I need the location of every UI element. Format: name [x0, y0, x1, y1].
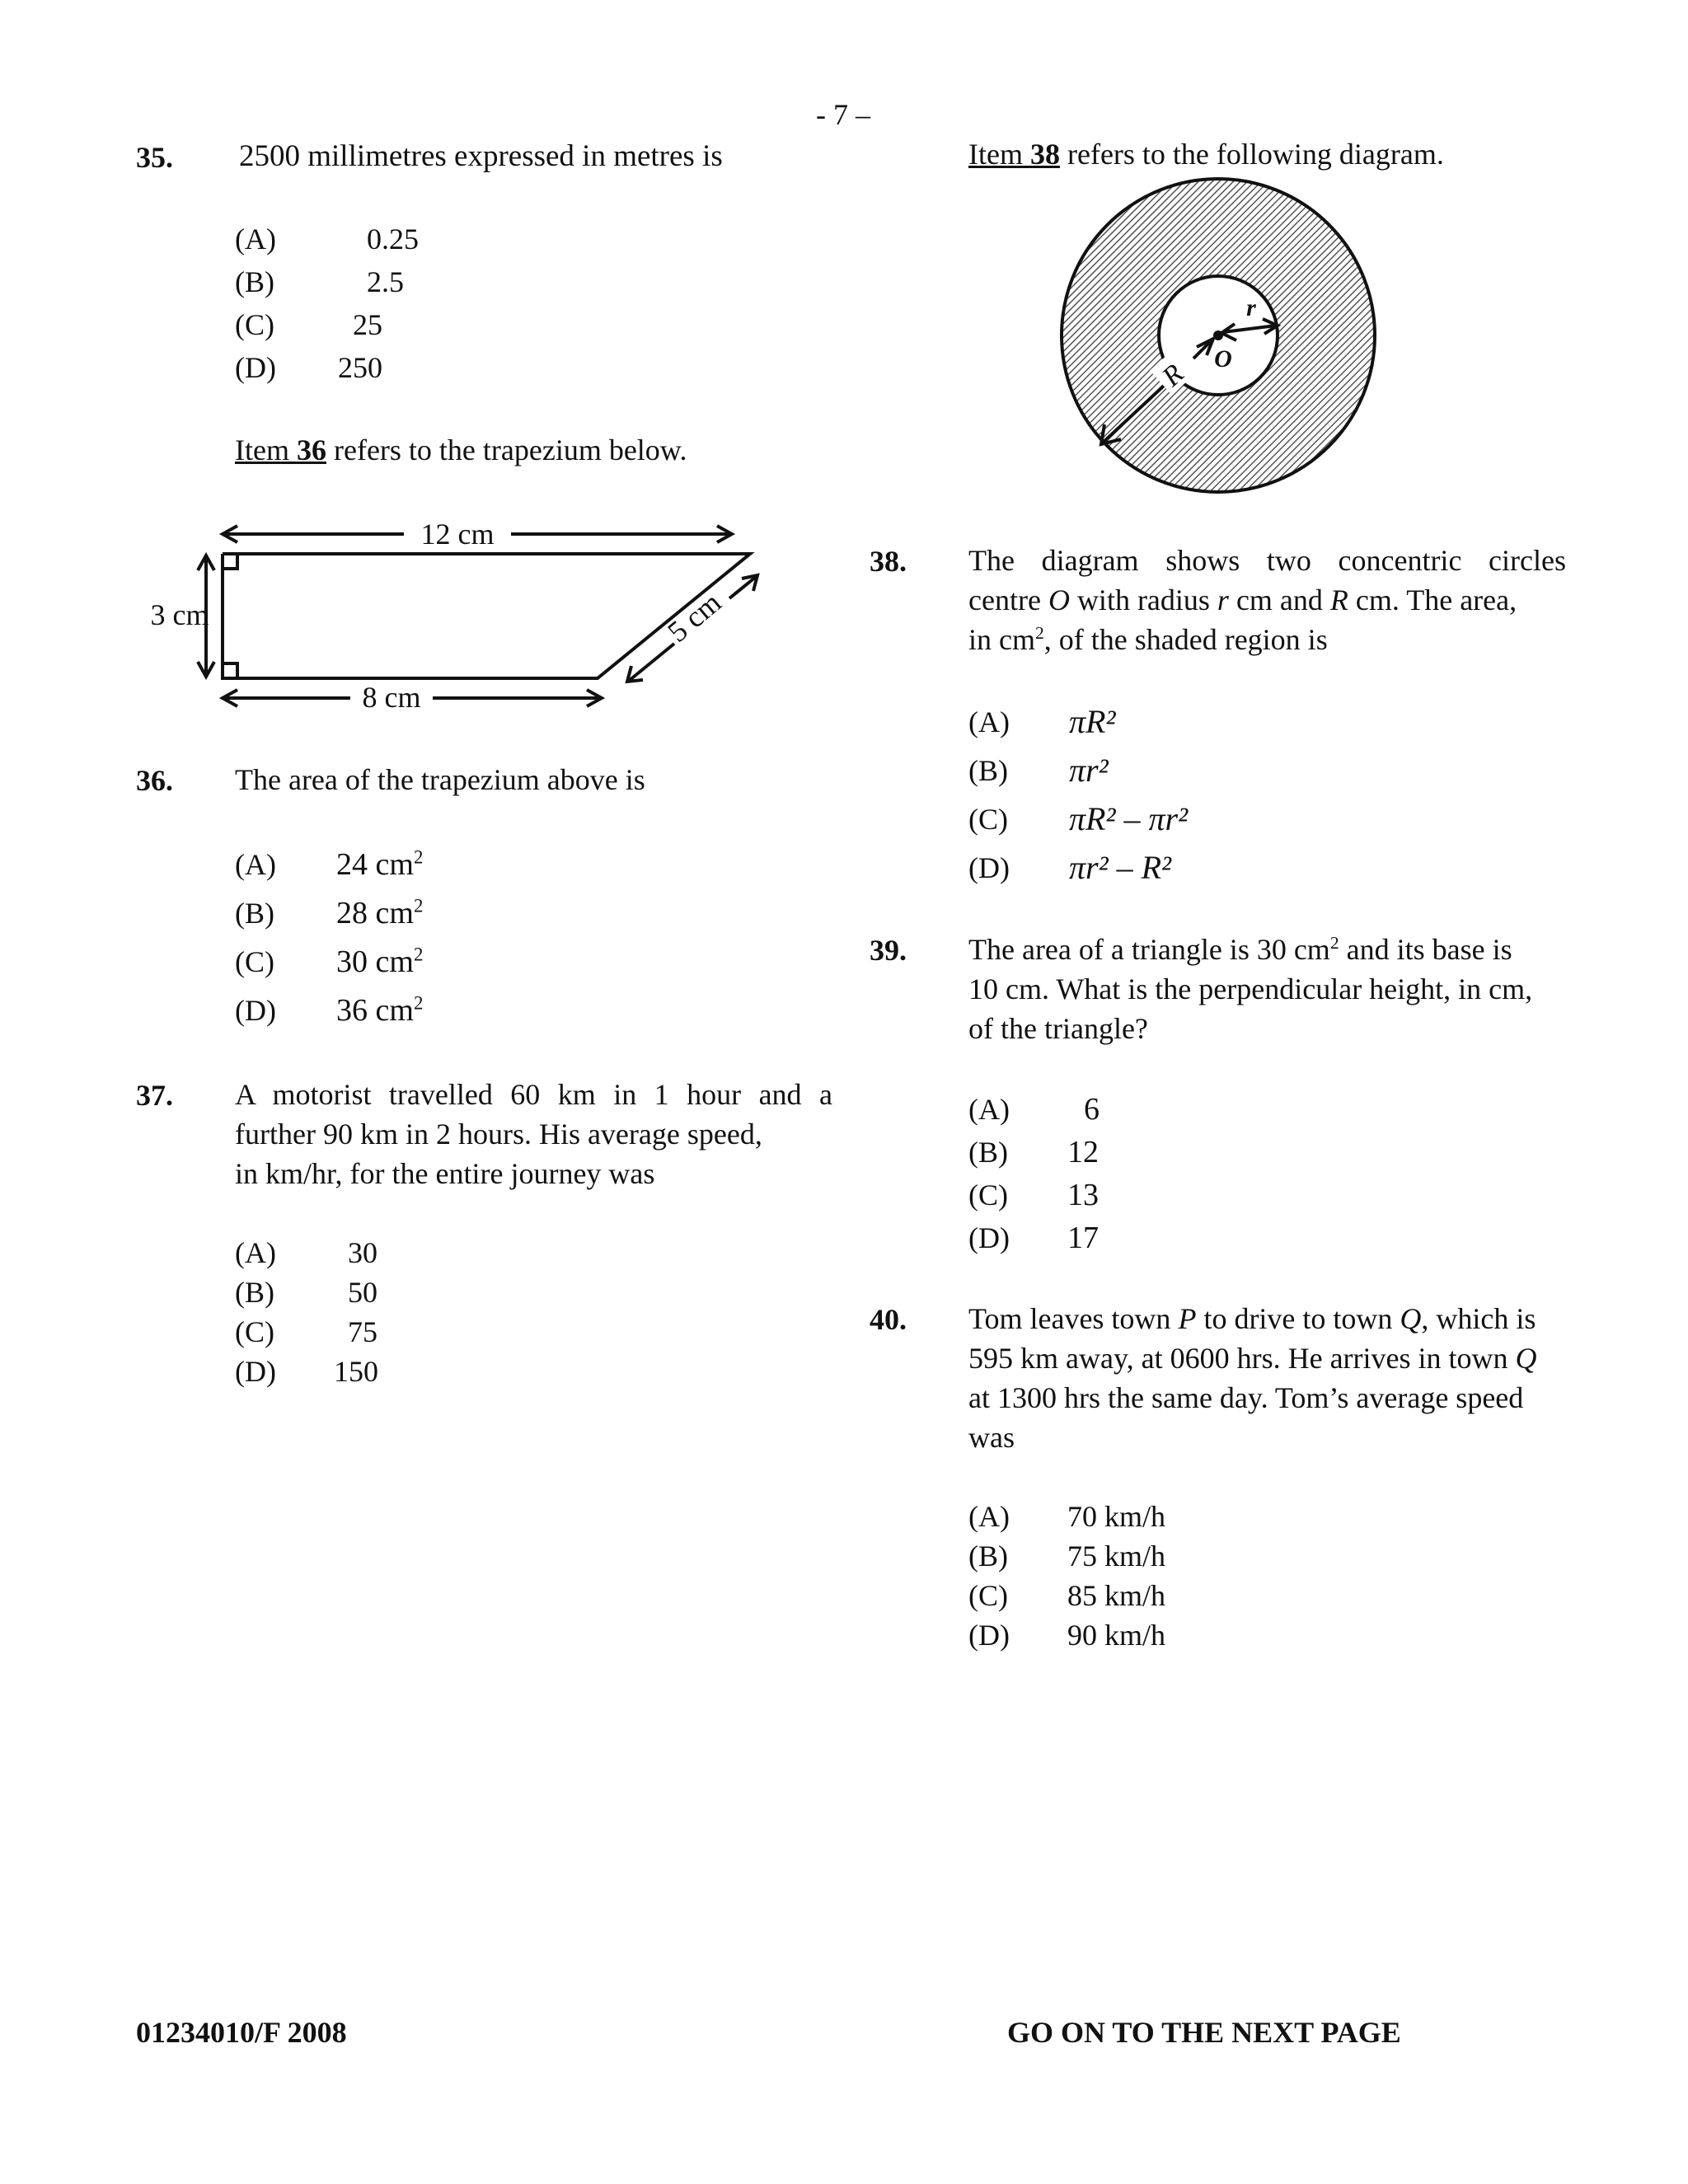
trapezium-left-label: 3 cm — [150, 598, 209, 631]
question-35-number: 35. — [136, 141, 173, 174]
footer-paper-code: 01234010/F 2008 — [136, 2016, 347, 2049]
trapezium-top-label: 12 cm — [420, 518, 495, 551]
page-number: - 7 – — [816, 98, 870, 131]
question-38-number: 38. — [870, 545, 907, 578]
outer-radius-label: R — [1156, 358, 1190, 393]
question-37-number: 37. — [136, 1079, 173, 1112]
question-40-number: 40. — [870, 1303, 907, 1336]
question-39-stem: The area of a triangle is 30 $cm^2$ and its base is 10 cm. What is the perpendicular height, in cm, of the triangle? — [968, 933, 1533, 1045]
question-37-stem: A motorist travelled 60 km in 1 hour and a further 90 km in 2 hours. His average speed, in km/hr, for the entire journey was — [235, 1078, 832, 1190]
trapezium-bottom-label: 8 cm — [362, 681, 421, 714]
question-36-number: 36. — [136, 764, 173, 797]
trapezium-slant-label: 5 cm — [661, 585, 728, 649]
question-39-number: 39. — [870, 934, 907, 967]
question-35-stem: 2500 millimetres expressed in metres is — [239, 139, 723, 173]
question-38-stem: The diagram shows two concentric circles centre O with radius r cm and R cm. The area, in $cm^2$, of the shaded region is — [968, 544, 1566, 656]
item-38-reference: Item 38 refers to the following diagram. — [968, 138, 1444, 171]
concentric-circles-diagram — [1055, 177, 1385, 507]
item-36-reference: Item 36 refers to the trapezium below. — [235, 434, 687, 466]
question-40-stem: Tom leaves town P to drive to town Q, which is 595 km away, at 0600 hrs. He arrives in town Q at 1300 hrs the same day. Tom’s average speed was — [968, 1302, 1537, 1454]
centre-label: O — [1214, 345, 1232, 373]
trapezium-diagram — [140, 511, 775, 717]
question-36-stem: The area of the trapezium above is — [235, 763, 645, 796]
footer-next-page: GO ON TO THE NEXT PAGE — [1007, 2016, 1401, 2049]
inner-radius-label: r — [1246, 294, 1256, 321]
